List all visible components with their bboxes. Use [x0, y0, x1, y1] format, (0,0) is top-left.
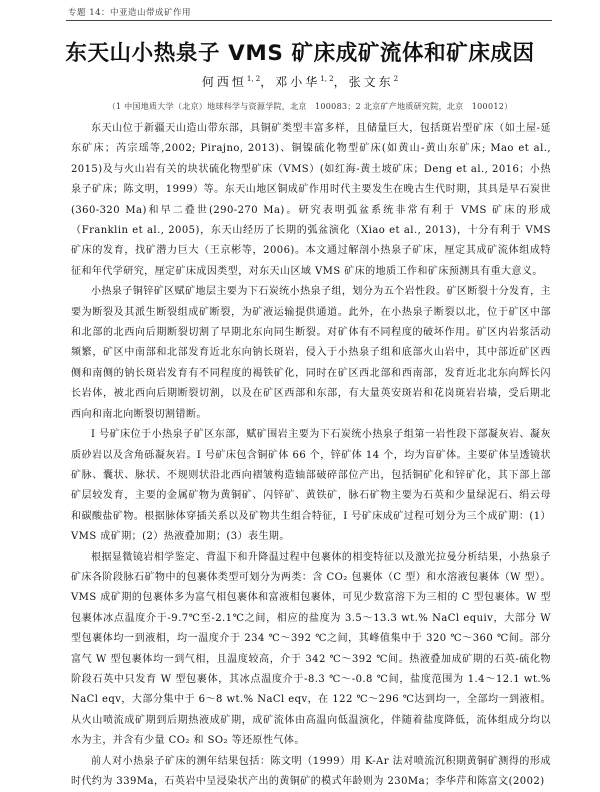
paper-title: 东天山小热泉子 VMS 矿床成矿流体和矿床成因 — [65, 41, 535, 66]
header-rule — [66, 20, 552, 21]
author-affiliation-marker: 1, 2 — [320, 75, 334, 83]
author-line — [0, 73, 600, 90]
affiliations: （1 中国地质大学（北京）地球科学与资源学院，北京 100083；2 北京矿产地质研究院，北京 100012） — [107, 102, 513, 111]
paragraph-background: 东天山位于新疆天山造山带东部，具铜矿类型丰富多样，且储量巨大，包括斑岩型矿床（如土屋-延东矿床；芮宗瑶等,2002; Pirajno, 2013)、铜镍硫化物型矿床(如黄山-黄山东矿床; Mao et al., 2015)及与火山岩有关的块状硫化物型矿床（VMS）(如红海-黄土坡矿床；Deng et al., 2016；小热泉子矿床；陈文明，1999）等。东天山地区铜成矿作用时代主要发生在晚古生代时期，其具是早石炭世(360-320 Ma)和早二叠世(290-270 Ma)。研究表明弧盆系统非常有利于 VMS 矿床的形成（Franklin et al., 2005)，东天山经历了长期的弧盆演化（Xiao et al., 2013)，十分有利于 VMS 矿床的发育，找矿潜力巨大（王京彬等，2006)。本文通过解剖小热泉子矿床，厘定其成矿流体组成特征和年代学研究，厘定矿床成因类型，对东天山区域 VMS 矿床的地质工作和矿床预测具有重大意义。 — [71, 123, 551, 277]
paragraph-orebody: I 号矿床位于小热泉子矿区东部，赋矿围岩主要为下石炭统小热泉子组第一岩性段下部凝灰岩、凝灰质砂岩以及含角砾凝灰岩。I 号矿床包含铜矿体 66 个，锌矿体 14 个，均为盲矿体。主要矿体呈透镜状矿脉、囊状、脉状、不规则状沿北西向褶皱构造轴部破碎部位产出，包括铜矿化和锌矿化，其下部上部矿层较发育，主要的金属矿物为黄铜矿、闪锌矿、黄铁矿，脉石矿物主要为石英和少量绿泥石、绢云母和碳酸盐矿物。根据脉体穿插关系以及矿物共生组合特征，I 号矿床成矿过程可划分为三个成矿期：(1）VMS 成矿期；(2）热液叠加期；(3）表生期。 — [71, 429, 551, 543]
author-affiliation-marker: 2 — [393, 75, 399, 83]
paragraph-fluid-inclusions: 根据显微镜岩相学鉴定、背温下和升降温过程中包裹体的相变特征以及激光拉曼分析结果，小热泉子矿床各阶段脉石矿物中的包裹体类型可划分为两类：含 CO₂ 包裹体（C 型）和水溶液包裹体（W 型）。VMS 成矿期的包裹体多为富气相包裹体和富液相包裹体，可见少数富溶下为三相的 C 型包裹体。W 型包裹体冰点温度介于-9.7℃至-2.1℃之间，相应的盐度为 3.5～13.3 wt.% NaCl equiv，大部分 W 型包裹体均一到液相，均一温度介于 234 ℃～392 ℃之间，其峰值集中于 320 ℃～360 ℃间。部分富气 W 型包裹体均一到气相，且温度较高，介于 342 ℃～392 ℃间。热液叠加成矿期的石英-硫化物阶段石英中只发育 W 型包裹体，其冰点温度介于-8.3 ℃～-0.8 ℃间，盐度范围为 1.4～12.1 wt.% NaCl eqv，大部分集中于 6～8 wt.% NaCl eqv，在 122 ℃～296 ℃达到均一，全部均一到液相。从火山喷流成矿期到后期热液成矿期，成矿流体由高温向低温演化，伴随着盐度降低，流体组成分均以水为主，并含有少量 CO₂ 和 SO₂ 等还原性气体。 — [71, 551, 551, 747]
author-name: 邓小华 — [275, 75, 321, 89]
author-separator: ， — [333, 75, 349, 89]
author-separator: ， — [260, 75, 276, 89]
paragraph-geology: 小热泉子铜锌矿区赋矿地层主要为下石炭统小热泉子组，划分为五个岩性段。矿区断裂十分发育，主要为断裂及其派生断裂组成矿断裂，为矿液运输提供通道。此外，在小热泉子断裂以北，位于矿区中部和北部的北西向后期断裂切割了早期北东向同生断裂。对矿体有不同程度的破坏作用。矿区内岩浆活动频繁，矿区中南部和北部发育近北东向钠长斑岩，侵入于小热泉子组和底部火山岩中，其中部近矿区西侧和南侧的钠长斑岩发育有不同程度的褐铁矿化，同时在矿区西北部和西南部，发育近北北东向辉长闪长岩体，被北西向后期断裂切割，以及在矿区西部和东部，有大量英安斑岩和花岗斑岩岩墙，受后期北西向和南北向断裂切割错断。 — [71, 286, 551, 420]
author-name: 何西恒 — [201, 75, 247, 89]
paper-body — [71, 119, 551, 792]
paragraph-geochronology: 前人对小热泉子矿床的测年结果包括：陈文明（1999）用 K-Ar 法对喷流沉积期黄铜矿测得的形成时代约为 339Ma，石英岩中呈浸染状产出的黄铜矿的模式年龄则为 230Ma；李华芹和陈富文(2002) — [71, 755, 551, 787]
running-header: 专题 14：中亚造山带成矿作用 — [68, 8, 192, 18]
author-affiliation-marker: 1, 2 — [246, 75, 261, 83]
author-name: 张文东 — [348, 75, 394, 89]
